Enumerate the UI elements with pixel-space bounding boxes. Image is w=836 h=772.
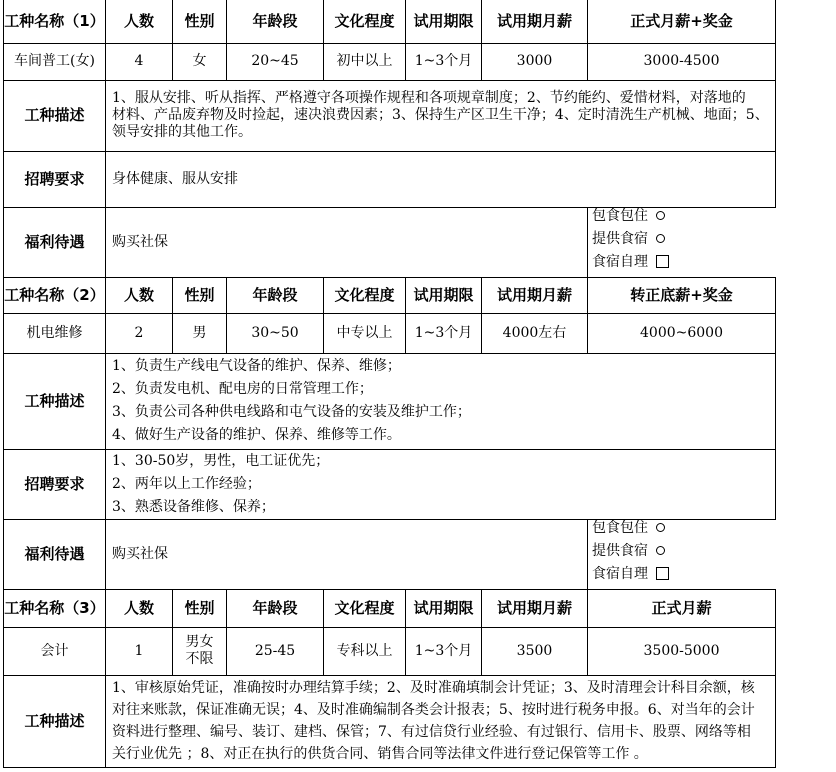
benefit-label: 提供食宿 (592, 230, 648, 247)
probation-period-header: 试用期限 (406, 277, 482, 313)
benefit-option (588, 208, 776, 231)
age-range-value: 20~45 (227, 43, 324, 80)
formal-salary-value: 3500-5000 (588, 627, 776, 675)
probation-period-value: 1~3个月 (406, 43, 482, 80)
welfare-text: 购买社保 (106, 519, 588, 589)
benefit-option (588, 543, 776, 566)
description-line: 4、做好生产设备的维护、保养、维修等工作。 (112, 427, 401, 443)
radio-circle-icon (656, 546, 665, 555)
checkbox-icon (656, 255, 669, 268)
formal-salary-header: 转正底薪+奖金 (588, 277, 776, 313)
age-range-header: 年龄段 (227, 589, 324, 627)
education-value: 专科以上 (324, 627, 406, 675)
job-name-value: 车间普工(女) (4, 43, 106, 80)
checkbox-icon (656, 567, 669, 580)
probation-salary-value: 4000左右 (482, 313, 588, 353)
benefit-label: 食宿自理 (592, 253, 648, 270)
job-name-header: 工种名称（2） (4, 277, 106, 313)
job-description-text (106, 353, 776, 449)
probation-salary-header: 试用期月薪 (482, 0, 588, 43)
description-line: 2、负责发电机、配电房的日常管理工作； (112, 381, 373, 397)
gender-header: 性别 (173, 277, 227, 313)
benefit-label: 包食包住 (592, 207, 648, 224)
job-description-label: 工种描述 (4, 353, 106, 449)
position-3-header-row (4, 589, 776, 627)
education-value: 初中以上 (324, 43, 406, 80)
headcount-header: 人数 (106, 0, 173, 43)
gender-value: 女 (173, 43, 227, 80)
requirement-line: 2、两年以上工作经验； (112, 475, 261, 492)
position-1-welfare-row (4, 207, 776, 277)
description-line: 1、服从安排、听从指挥、严格遵守各项操作规程和各项规章制度；2、节约能约、爱惜材料，对落地的 (112, 90, 746, 106)
description-line: 1、审核原始凭证，准确按时办理结算手续；2、及时准确填制会计凭证；3、及时清理会计科目余额，核 (112, 680, 755, 696)
age-range-header: 年龄段 (227, 277, 324, 313)
position-1-header-row (4, 0, 776, 43)
requirement-line: 3、熟悉设备维修、保养； (112, 498, 275, 515)
age-range-value: 30~50 (227, 313, 324, 353)
description-line: 1、负责生产线电气设备的维护、保养、维修； (112, 358, 401, 374)
headcount-header: 人数 (106, 589, 173, 627)
education-header: 文化程度 (324, 0, 406, 43)
benefit-option (588, 254, 776, 277)
benefit-label: 包食包住 (592, 519, 648, 536)
probation-period-header: 试用期限 (406, 0, 482, 43)
formal-salary-value: 3000-4500 (588, 43, 776, 80)
education-value: 中专以上 (324, 313, 406, 353)
position-2-requirements-row (4, 449, 776, 519)
job-name-value: 机电维修 (4, 313, 106, 353)
probation-salary-value: 3000 (482, 43, 588, 80)
position-2-values-row (4, 313, 776, 353)
requirements-text (106, 449, 776, 519)
job-description-text (106, 675, 776, 767)
recruitment-table (3, 0, 776, 768)
radio-circle-icon (656, 234, 665, 243)
radio-circle-icon (656, 211, 665, 220)
job-name-header: 工种名称（1） (4, 0, 106, 43)
requirement-line: 身体健康、服从安排 (112, 170, 238, 187)
gender-header: 性别 (173, 0, 227, 43)
job-name-header: 工种名称（3） (4, 589, 106, 627)
description-line: 材料、产品废弃物及时捡起，速决浪费因素；3、保持生产区卫生干净；4、定时清洗生产机械、地面；5、 (112, 107, 769, 123)
formal-salary-header: 正式月薪+奖金 (588, 0, 776, 43)
description-line: 资料进行整理、编号、装订、建档、保管；7、有过信贷行业经验、有过银行、信用卡、股票、网络等相 (112, 724, 751, 740)
requirement-line: 1、30-50岁，男性，电工证优先； (112, 452, 330, 469)
position-3-description-row (4, 675, 776, 767)
position-1-description-row (4, 80, 776, 151)
benefit-label: 食宿自理 (592, 565, 648, 582)
job-description-text (106, 80, 776, 151)
headcount-header: 人数 (106, 277, 173, 313)
formal-salary-value: 4000~6000 (588, 313, 776, 353)
requirements-label: 招聘要求 (4, 151, 106, 207)
benefit-option (588, 520, 776, 543)
benefits-options (588, 519, 776, 589)
requirements-text (106, 151, 776, 207)
requirements-label: 招聘要求 (4, 449, 106, 519)
probation-period-value: 1~3个月 (406, 627, 482, 675)
position-2-header-row (4, 277, 776, 313)
job-name-value: 会计 (4, 627, 106, 675)
age-range-value: 25-45 (227, 627, 324, 675)
benefit-option (588, 566, 776, 589)
gender-value: 男女 不限 (173, 627, 227, 675)
probation-salary-value: 3500 (482, 627, 588, 675)
position-1-values-row (4, 43, 776, 80)
job-description-label: 工种描述 (4, 80, 106, 151)
radio-circle-icon (656, 523, 665, 532)
education-header: 文化程度 (324, 277, 406, 313)
gender-value: 男 (173, 313, 227, 353)
position-1-requirements-row (4, 151, 776, 207)
position-3-values-row (4, 627, 776, 675)
probation-salary-header: 试用期月薪 (482, 277, 588, 313)
education-header: 文化程度 (324, 589, 406, 627)
headcount-value: 4 (106, 43, 173, 80)
welfare-label: 福利待遇 (4, 207, 106, 277)
description-line: 对往来账款，保证准确无误；4、及时准确编制各类会计报表；5、按时进行税务申报。6、对当年的会计 (112, 702, 755, 718)
position-2-description-row (4, 353, 776, 449)
gender-header: 性别 (173, 589, 227, 627)
description-line: 领导安排的其他工作。 (112, 124, 252, 140)
probation-salary-header: 试用期月薪 (482, 589, 588, 627)
benefit-option (588, 231, 776, 254)
headcount-value: 2 (106, 313, 173, 353)
description-line: 3、负责公司各种供电线路和屯气设备的安装及维护工作； (112, 404, 471, 420)
headcount-value: 1 (106, 627, 173, 675)
formal-salary-header: 正式月薪 (588, 589, 776, 627)
job-description-label: 工种描述 (4, 675, 106, 767)
age-range-header: 年龄段 (227, 0, 324, 43)
benefit-label: 提供食宿 (592, 542, 648, 559)
probation-period-value: 1~3个月 (406, 313, 482, 353)
probation-period-header: 试用期限 (406, 589, 482, 627)
welfare-text: 购买社保 (106, 207, 588, 277)
description-line: 关行业优先 ；8、对正在执行的供货合同、销售合同等法律文件进行登记保管等工作 。 (112, 746, 648, 762)
position-2-welfare-row (4, 519, 776, 589)
benefits-options (588, 207, 776, 277)
welfare-label: 福利待遇 (4, 519, 106, 589)
